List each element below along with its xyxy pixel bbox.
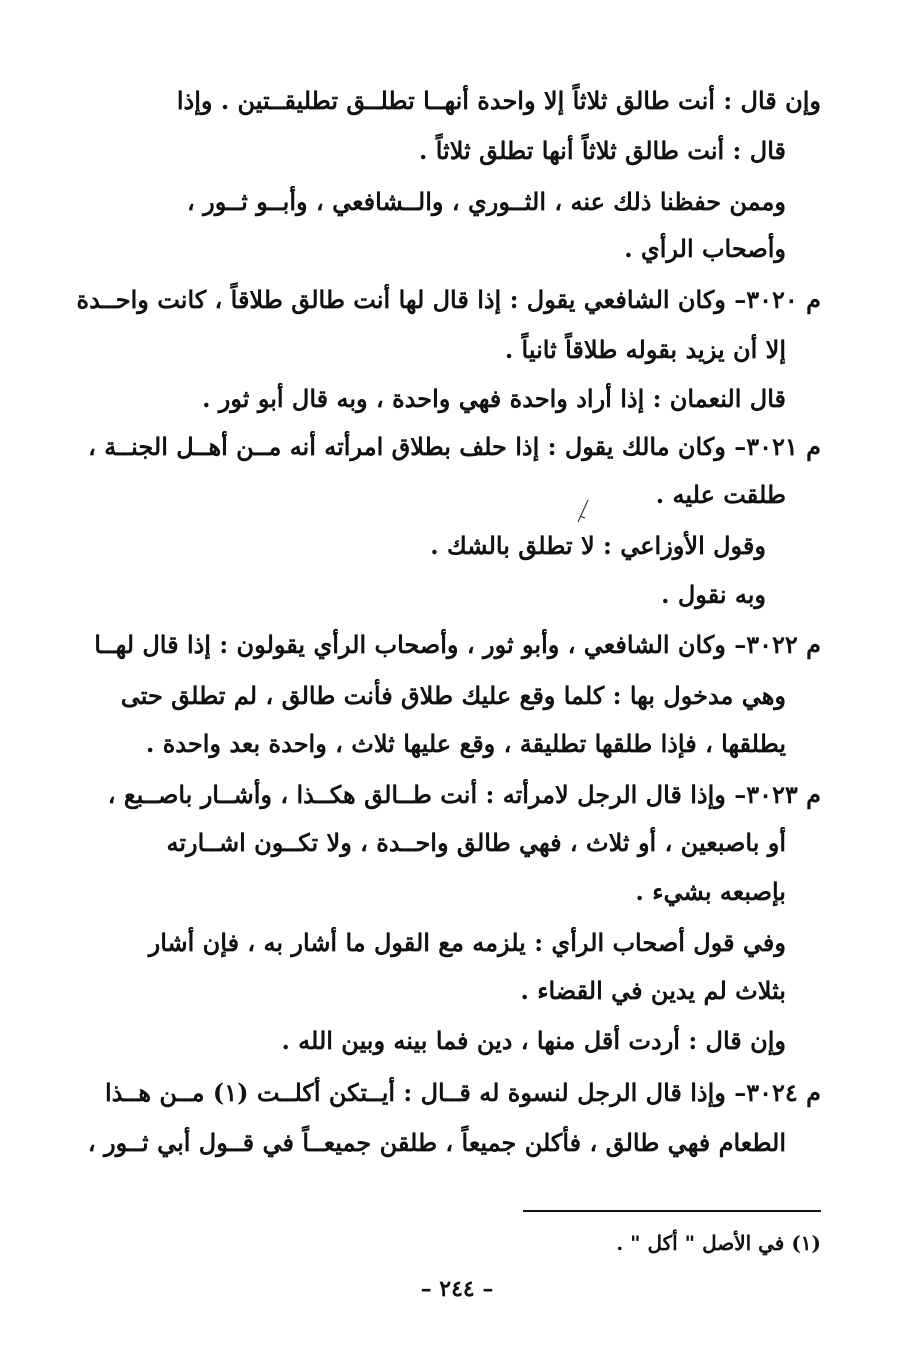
text-line: إلا أن يزيد بقوله طلاقاً ثانياً . bbox=[504, 335, 786, 364]
paragraph-entry-3024: م ٣٠٢٤– وإذا قال الرجل لنسوة له قــال : أيــتكن أكلــت (١) مــن هــذا bbox=[104, 1078, 821, 1107]
paragraph-entry-3021: م ٣٠٢١– وكان مالك يقول : إذا حلف بطلاق امرأته أنه مــن أهــل الجنــة ، bbox=[88, 432, 821, 461]
footnote: (١) في الأصل " أكل " . bbox=[616, 1231, 821, 1255]
text-line: يطلقها ، فإذا طلقها تطليقة ، وقع عليها ثلاث ، واحدة بعد واحدة . bbox=[145, 729, 786, 758]
page-number: – ٢٤٤ – bbox=[420, 1276, 494, 1302]
text-line: وإن قال : أردت أقل منها ، دين فما بينه وبين الله . bbox=[281, 1026, 786, 1055]
footnote-divider bbox=[523, 1210, 821, 1212]
text-line: وممن حفظنا ذلك عنه ، الثــوري ، والــشافعي ، وأبــو ثــور ، bbox=[187, 187, 786, 216]
text-line: وفي قول أصحاب الرأي : يلزمه مع القول ما أشار به ، فإن أشار bbox=[148, 928, 786, 957]
paragraph-entry-3023: م ٣٠٢٣– وإذا قال الرجل لامرأته : أنت طــالق هكــذا ، وأشــار باصــبع ، bbox=[107, 780, 821, 809]
text-line: وهي مدخول بها : كلما وقع عليك طلاق فأنت طالق ، لم تطلق حتى bbox=[120, 681, 786, 710]
text-line: قال النعمان : إذا أراد واحدة فهي واحدة ، وبه قال أبو ثور . bbox=[202, 384, 786, 413]
text-line: الطعام فهي طالق ، فأكلن جميعاً ، طلقن جميعــاً في قــول أبي ثــور ، bbox=[87, 1128, 786, 1157]
text-line: بثلاث لم يدين في القضاء . bbox=[520, 976, 786, 1005]
text-line: بإصبعه بشيء . bbox=[635, 877, 786, 906]
text-line: طلقت عليه . bbox=[655, 480, 786, 509]
text-line: وأصحاب الرأي . bbox=[624, 234, 786, 263]
pen-mark-icon bbox=[576, 498, 590, 524]
text-line: وبه نقول . bbox=[661, 580, 766, 609]
text-line: قال : أنت طالق ثلاثاً أنها تطلق ثلاثاً . bbox=[419, 136, 786, 165]
paragraph-entry-3022: م ٣٠٢٢– وكان الشافعي ، وأبو ثور ، وأصحاب الرأي يقولون : إذا قال لهــا bbox=[94, 630, 821, 659]
text-line: وإن قال : أنت طالق ثلاثاً إلا واحدة أنهــا تطلــق تطليقــتين . وإذا bbox=[176, 86, 821, 115]
text-line: وقول الأوزاعي : لا تطلق بالشك . bbox=[430, 531, 766, 560]
text-line: أو باصبعين ، أو ثلاث ، فهي طالق واحــدة ، ولا تكــون اشــارته bbox=[166, 828, 786, 857]
paragraph-entry-3020: م ٣٠٢٠– وكان الشافعي يقول : إذا قال لها أنت طالق طلاقاً ، كانت واحــدة bbox=[76, 285, 821, 314]
